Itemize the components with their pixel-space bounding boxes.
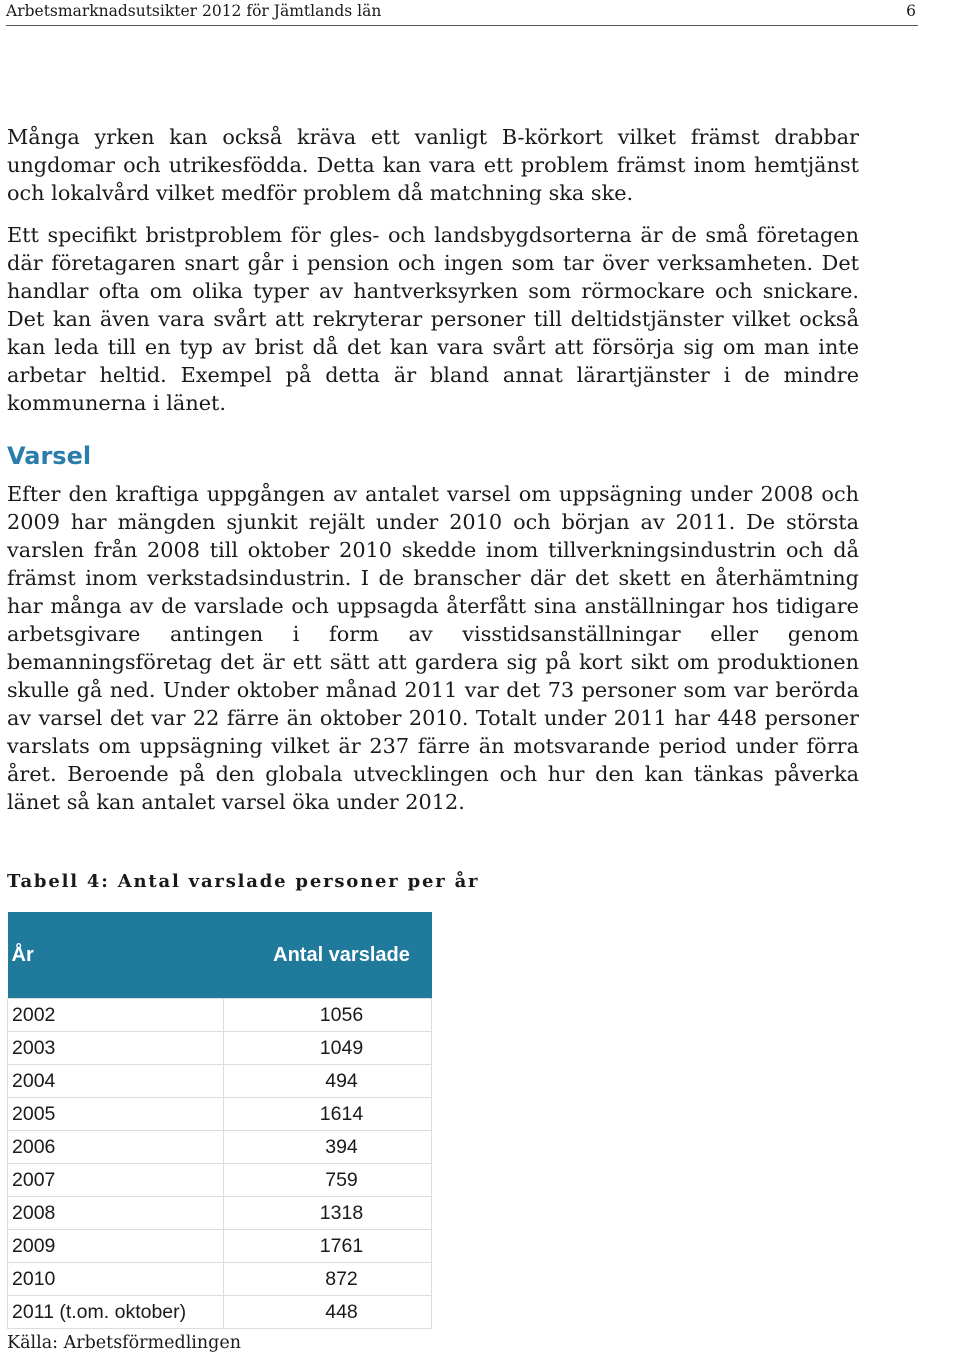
- table-body: [8, 999, 432, 1329]
- cell-count: 872: [224, 1263, 432, 1296]
- cell-year: 2002: [8, 999, 224, 1032]
- cell-count: 448: [224, 1296, 432, 1329]
- cell-count: 394: [224, 1131, 432, 1164]
- cell-year: 2003: [8, 1032, 224, 1065]
- source-note: Källa: Arbetsförmedlingen: [7, 1333, 241, 1353]
- table-header-row: [8, 912, 432, 999]
- cell-count: 759: [224, 1164, 432, 1197]
- table-caption: Tabell 4: Antal varslade personer per år: [7, 871, 480, 892]
- cell-year: 2004: [8, 1065, 224, 1098]
- cell-count: 1056: [224, 999, 432, 1032]
- paragraph-rural-shortages: Ett specifikt bristproblem för gles- och landsbygdsorterna är de små företagen där företagaren snart går i pension och ingen som tar över verksamheten. Det handlar ofta om olika typer av hantverksyrken som rörmockare och snickare. Det kan även vara svårt att rekryterar personer till deltidstjänster vilket också kan leda till en typ av brist då det kan vara svårt att försörja sig om man inte arbetar heltid. Exempel på detta är bland annat lärartjänster i de mindre kommunerna i länet.: [7, 223, 859, 415]
- page-number: 6: [906, 2, 916, 20]
- cell-count: 1614: [224, 1098, 432, 1131]
- running-header: [6, 0, 918, 26]
- table-row: [8, 1263, 432, 1296]
- cell-year: 2010: [8, 1263, 224, 1296]
- table-row: [8, 1164, 432, 1197]
- cell-count: 1318: [224, 1197, 432, 1230]
- paragraph-licence-requirements: Många yrken kan också kräva ett vanligt B-körkort vilket främst drabbar ungdomar och utrikesfödda. Detta kan vara ett problem främst inom hemtjänst och lokalvård vilket medför problem då matchning ska ske.: [7, 125, 859, 205]
- table-row: [8, 1296, 432, 1329]
- cell-year: 2011 (t.om. oktober): [8, 1296, 224, 1329]
- column-header-year: År: [8, 912, 224, 999]
- paragraph-layoff-notices: Efter den kraftiga uppgången av antalet varsel om uppsägning under 2008 och 2009 har mängden sjunkit rejält under 2010 och början av 2011. De största varslen från 2008 till oktober 2010 skedde inom tillverkningsindustrin och då främst inom verkstadsindustrin. I de branscher där det skett en återhämtning har många av de varslade och uppsagda återfått sina anställningar hos tidigare arbetsgivare antingen i form av visstidsanställningar eller genom bemanningsföretag det är ett sätt att gardera sig på kort sikt om produktionen skulle gå ned. Under oktober månad 2011 var det 73 personer som var berörda av varsel det var 22 färre än oktober 2010. Totalt under 2011 har 448 personer varslats om uppsägning vilket är 237 färre än motsvarande period under förra året. Beroende på den globala utvecklingen och hur den kan tänkas påverka länet så kan antalet varsel öka under 2012.: [7, 482, 859, 814]
- table-row: [8, 1230, 432, 1263]
- table-row: [8, 1065, 432, 1098]
- cell-count: 1761: [224, 1230, 432, 1263]
- cell-count: 494: [224, 1065, 432, 1098]
- document-title: Arbetsmarknadsutsikter 2012 för Jämtlands län: [6, 2, 382, 20]
- table-row: [8, 1197, 432, 1230]
- table-row: [8, 999, 432, 1032]
- cell-year: 2005: [8, 1098, 224, 1131]
- table-row: [8, 1131, 432, 1164]
- layoff-table: [7, 912, 432, 1329]
- table-row: [8, 1098, 432, 1131]
- cell-count: 1049: [224, 1032, 432, 1065]
- cell-year: 2009: [8, 1230, 224, 1263]
- section-heading-varsel: Varsel: [7, 442, 92, 470]
- column-header-count: Antal varslade: [224, 912, 432, 999]
- table-row: [8, 1032, 432, 1065]
- cell-year: 2008: [8, 1197, 224, 1230]
- cell-year: 2007: [8, 1164, 224, 1197]
- cell-year: 2006: [8, 1131, 224, 1164]
